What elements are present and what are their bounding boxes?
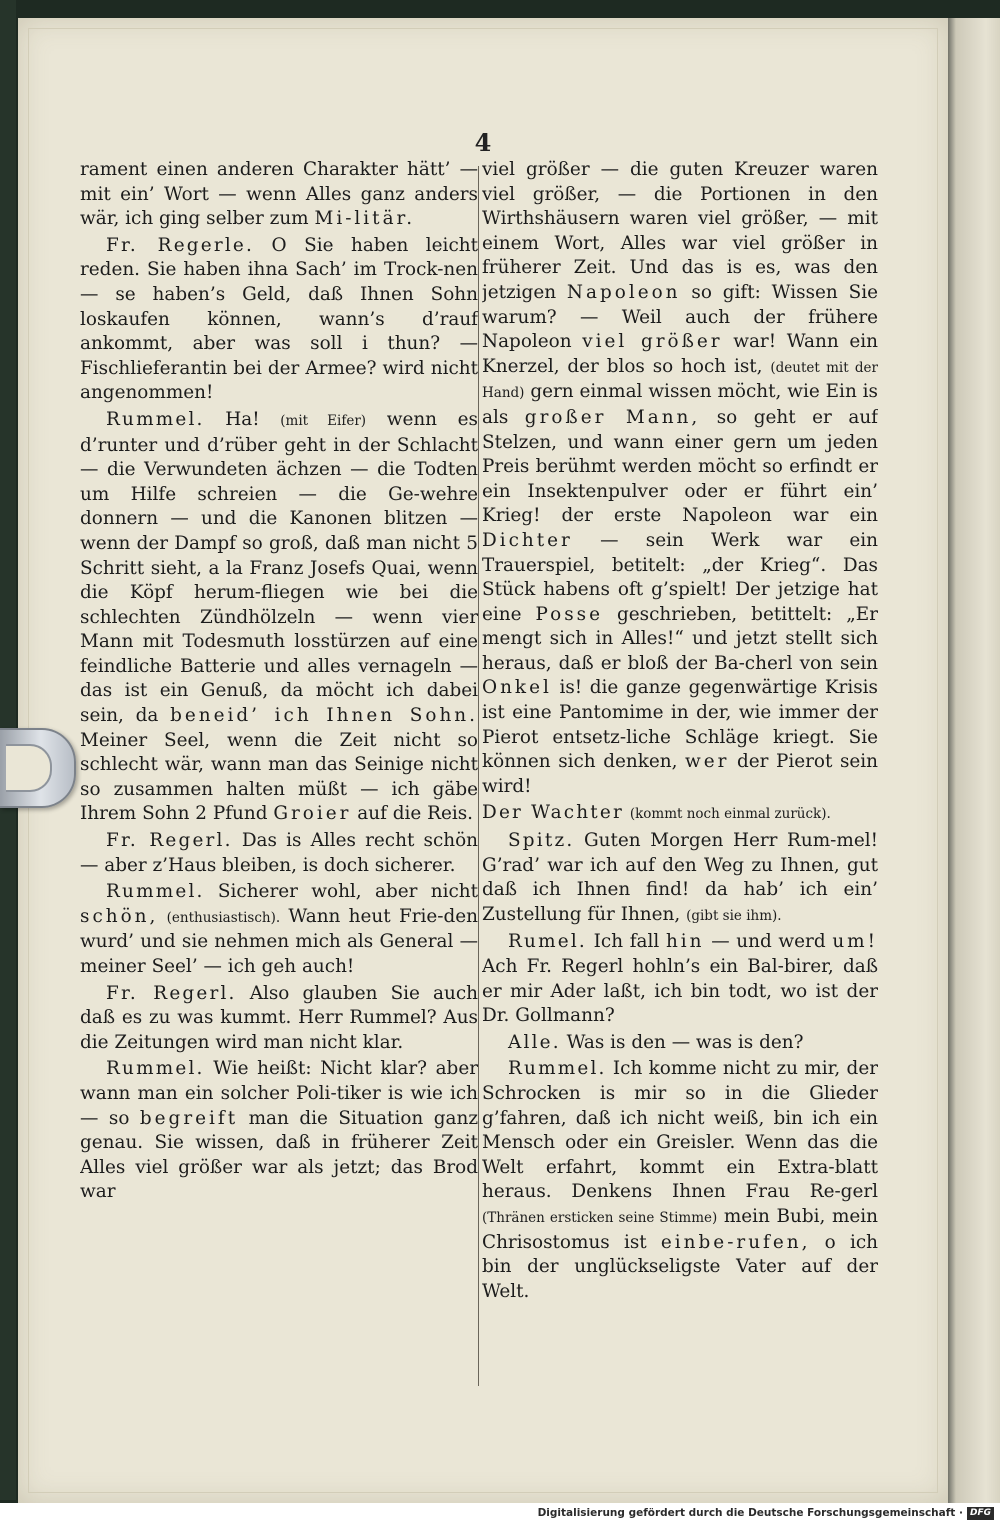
paper-clip [0,728,76,808]
speaker-name: Fr. Regerl. [106,982,237,1004]
text-run: mein Bubi, mein Chrisostomus ist [482,1205,878,1253]
text-run: wenn es d’runter und d’rüber geht in der Schlacht — die Verwundeten ächzen — die Todten um Hilfe schreien — die Ge-wehre donnern — und die Kanonen blitzen — wenn der Dampf so groß, daß man nicht 5 Schritt sieht, a la Franz Josefs Quai, wenn die Köpf herum-fliegen wie bei die schlechten Zündhölzeln — wenn vier Mann mit Todesmuth losstürzen auf eine feindliche Batterie und alles vernageln — das ist ein Genuß, da möcht ich dabei sein, da [80,408,478,727]
text-run: geschrieben, betittelt: „Er mengt sich in Alles!“ und jetzt stellt sich heraus, daß er bloß der Ba-cherl von sein [482,603,878,674]
paragraph [482,158,878,799]
column-divider [478,166,479,1386]
speaker-name: Rummel. [508,1058,607,1080]
next-page-edge [946,18,1000,1503]
paragraph [482,1057,878,1304]
speaker-name: Rumel. [508,931,587,953]
stage-direction: (deutet mit der Hand) [482,359,878,402]
text-run: Was is den — was is den? [560,1031,804,1053]
emphasized-text: Napoleon [566,281,681,303]
text-run: Sicherer wohl, aber nicht [204,881,478,903]
paragraph [80,982,478,1056]
speaker-name: Fr. Regerle. [106,234,255,256]
emphasized-text: begreift [139,1107,239,1129]
text-run: Wie heißt: Nicht klar? aber wann man ein solcher Poli-tiker is wie ich — so [80,1058,478,1129]
text-run: is! die ganze gegenwärtige Krisis ist eine Pantomime in der, wie immer der Pierot entsetz-liche Schläge kriegt. Sie können sich denken, [482,677,878,773]
emphasized-text: viel größer [582,331,723,353]
text-run: so geht er auf Stelzen, und wann einer gern um jeden Preis berühmt werden möcht so erfindt er ein Insektenpulver oder er führt ein’ Krieg! der erste Napoleon war ein [482,406,878,527]
text-run: war! Wann ein Knerzel, der blos so hoch ist, [482,331,878,377]
page-number: 4 [474,128,492,157]
text-run: auf die Reis. [351,803,474,825]
emphasized-text: Mi-litär. [314,208,416,230]
emphasized-text: großer Mann, [524,406,701,428]
emphasized-text: Onkel [482,677,552,699]
paragraph [482,930,878,1028]
paragraph [80,234,478,406]
emphasized-text: Dichter [482,529,573,551]
speaker-name: Der Wachter [482,802,624,824]
stage-direction: (mit Eifer) [280,412,367,429]
text-run: so gift: Wissen Sie warum? — Weil auch der frühere Napoleon [482,281,878,353]
text-run: Ich fall [586,931,666,953]
speaker-name: Rummel. [106,1058,205,1080]
stage-direction: (Thränen ersticken seine Stimme) [482,1209,718,1226]
emphasized-text: wer [685,751,730,773]
paragraph [482,829,878,928]
text-column-left [80,158,478,1398]
stage-direction: (kommt noch einmal zurück). [629,806,831,823]
speaker-name: Fr. Regerl. [106,830,233,852]
paragraph [482,1031,878,1056]
speaker-name: Rummel. [106,881,205,903]
paragraph [80,158,478,232]
speaker-name: Spitz. [508,830,575,852]
text-run: gern einmal wissen möcht, wie Ein is als [482,381,878,428]
text-run: Ha! [204,408,281,430]
text-run [158,906,166,927]
emphasized-text: um! [832,931,878,953]
emphasized-text: Groier [273,803,352,825]
emphasized-text: beneid’ ich Ihnen Sohn. [170,705,478,727]
digitization-footer [0,1503,1000,1523]
emphasized-text: schön, [80,905,159,927]
speaker-name: Alle. [508,1031,561,1053]
text-run: O Sie haben leicht reden. Sie haben ihna Sach’ im Trock-nen — se haben’s Geld, daß Ihnen Sohn loskaufen können, wann’s d’rauf ankommt, aber was soll i thun? — Fischlieferantin bei der Armee? wird nicht angenommen! [80,234,478,404]
text-run: der Pierot sein wird! [482,751,878,797]
paragraph [482,801,878,827]
funding-notice: Digitalisierung gefördert durch die Deutsche Forschungsgemeinschaft · [537,1507,963,1519]
text-run: rament einen anderen Charakter hätt’ — mit ein’ Wort — wenn Alles ganz anders wär, ich ging selber zum [80,159,478,230]
emphasized-text: einbe-rufen, [660,1231,811,1253]
text-column-right [482,158,878,1398]
text-run: viel größer — die guten Kreuzer waren viel größer, — die Portionen in den Wirthshäusern waren viel größer, — mit einem Wort, Alles war viel größer in früherer Zeit. Und das is es, was den jetzigen [482,159,878,303]
text-run: — sein Werk war ein Trauerspiel, betitelt: „der Krieg“. Das Stück habens oft g’spielt! Der jetzige hat eine [482,529,878,625]
emphasized-text: hin [665,931,705,953]
paragraph [80,829,478,878]
text-run: — und werd [704,931,833,953]
stage-direction: (gibt sie ihm). [686,907,782,924]
text-run: man die Situation ganz genau. Sie wissen, daß in früherer Zeit Alles viel größer war als jetzt; das Brod war [80,1107,478,1203]
stage-direction: (enthusiastisch). [166,909,281,926]
text-run: Meiner Seel, wenn die Zeit nicht so schlecht wär, wann man das Seinige nicht so zusammen halten müßt — ich gäbe Ihrem Sohn 2 Pfund [80,729,478,825]
text-run: Guten Morgen Herr Rum-mel! G’rad’ war ich auf den Weg zu Ihnen, gut daß ich Ihnen find! da hab’ ich ein’ Zustellung für Ihnen, [482,830,878,925]
paragraph [80,1057,478,1205]
text-run: Wann heut Frie-den wurd’ und sie nehmen mich als General — meiner Seel’ — ich geh auch! [80,905,478,977]
text-run: o ich bin der unglückseligste Vater auf der Welt. [482,1231,878,1302]
dfg-logo: DFG [967,1507,994,1520]
paragraph [80,880,478,979]
text-run: Also glauben Sie auch daß es zu was kummt. Herr Rummel? Aus die Zeitungen wird man nicht klar. [80,982,478,1053]
text-run: Ach Fr. Regerl hohln’s ein Bal-birer, daß er mir Ader laßt, ich bin todt, wo ist der Dr. Gollmann? [482,956,878,1027]
paragraph [80,408,478,827]
paper-clip-loop [6,744,52,792]
text-run: Ich komme nicht zu mir, der Schrocken is mir so in die Glieder g’fahren, daß ich nicht weiß, bin ich ein Mensch oder ein Greisler. Wenn das die Welt erfahrt, kommt ein Extra-blatt heraus. Denkens Ihnen Frau Re-gerl [482,1058,878,1203]
emphasized-text: Posse [535,603,603,625]
text-run: Das is Alles recht schön — aber z’Haus bleiben, is doch sicherer. [80,830,478,876]
speaker-name: Rummel. [106,408,205,430]
